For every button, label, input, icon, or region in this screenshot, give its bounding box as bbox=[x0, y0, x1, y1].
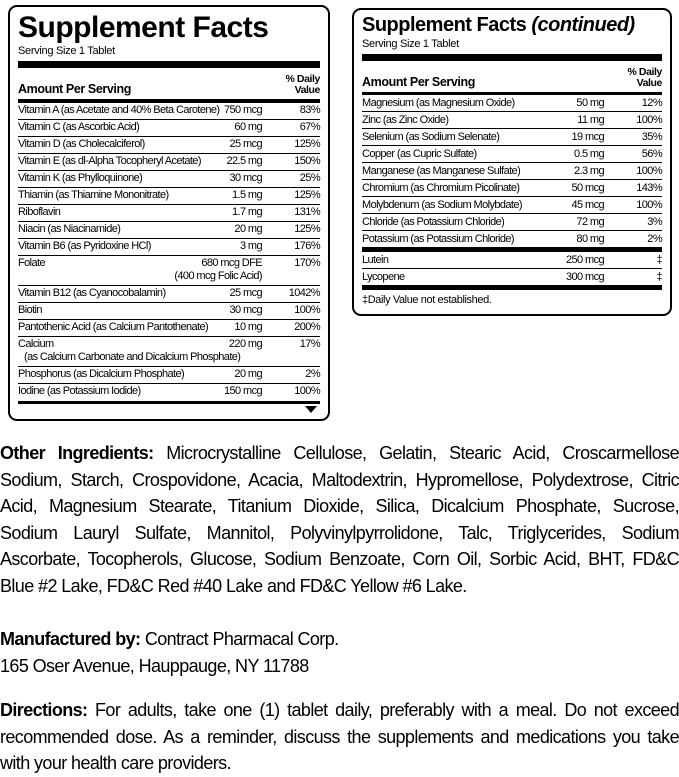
continued-marker-row bbox=[18, 404, 320, 414]
nutrient-name: Vitamin B6 (as Pyridoxine HCl) bbox=[18, 240, 151, 253]
nutrient-daily-value: 35% bbox=[641, 130, 662, 143]
panel-title: Supplement Facts bbox=[18, 11, 269, 44]
directions-label: Directions: bbox=[0, 700, 88, 720]
nutrient-amount: 50 mcg bbox=[571, 181, 604, 194]
nutrient-daily-value: 100% bbox=[636, 113, 662, 126]
nutrient-row bbox=[362, 196, 662, 213]
nutrient-daily-value: 176% bbox=[294, 240, 320, 253]
nutrient-daily-value: 170% bbox=[294, 257, 320, 270]
nutrient-name: Riboflavin bbox=[18, 206, 61, 219]
nutrient-name: Magnesium (as Magnesium Oxide) bbox=[362, 96, 515, 109]
nutrient-daily-value: 17% bbox=[299, 338, 320, 351]
nutrient-name: Lycopene bbox=[362, 270, 405, 283]
nutrient-name: Niacin (as Niacinamide) bbox=[18, 223, 121, 236]
nutrient-row bbox=[18, 187, 320, 204]
nutrient-amount: 3 mg bbox=[239, 240, 262, 253]
nutrient-amount: 30 mcg bbox=[229, 172, 262, 185]
nutrient-name: Potassium (as Potassium Chloride) bbox=[362, 232, 514, 245]
nutrient-row bbox=[362, 95, 662, 111]
daily-value-line2: Value bbox=[636, 76, 662, 89]
nutrient-daily-value: 100% bbox=[294, 385, 320, 398]
nutrient-daily-value: 143% bbox=[636, 181, 662, 194]
nutrient-row bbox=[18, 255, 320, 285]
nutrient-amount: 30 mcg bbox=[229, 304, 262, 317]
nutrient-row bbox=[18, 336, 320, 366]
nutrient-row bbox=[362, 230, 662, 247]
daily-value-footnote: ‡Daily Value not established. bbox=[362, 294, 492, 307]
nutrient-amount: 80 mg bbox=[576, 232, 604, 245]
panel-title-text: Supplement Facts bbox=[362, 14, 527, 36]
nutrient-amount: 250 mcg bbox=[566, 253, 604, 266]
nutrient-daily-value: 125% bbox=[294, 138, 320, 151]
nutrient-row bbox=[18, 170, 320, 187]
nutrient-daily-value: 56% bbox=[641, 147, 662, 160]
nutrient-row bbox=[362, 213, 662, 230]
other-ingredients-label: Other Ingredients: bbox=[0, 443, 154, 463]
nutrient-daily-value: 67% bbox=[299, 121, 320, 134]
nutrient-rows-extra bbox=[362, 252, 662, 285]
daily-value-label bbox=[285, 74, 320, 96]
manufacturer-address: 165 Oser Avenue, Hauppauge, NY 11788 bbox=[0, 655, 309, 676]
daily-value-label bbox=[627, 67, 662, 89]
nutrient-row bbox=[18, 366, 320, 383]
nutrient-amount: 19 mcg bbox=[571, 130, 604, 143]
nutrient-daily-value: 3% bbox=[647, 215, 662, 228]
divider bbox=[18, 61, 320, 68]
nutrient-row bbox=[18, 204, 320, 221]
nutrient-daily-value: 125% bbox=[294, 189, 320, 202]
nutrient-amount: 680 mcg DFE (400 mcg Folic Acid) bbox=[174, 257, 262, 283]
nutrient-name: Molybdenum (as Sodium Molybdate) bbox=[362, 198, 522, 211]
nutrient-daily-value: 125% bbox=[294, 223, 320, 236]
column-header-row bbox=[362, 61, 662, 92]
daily-value-line1: % Daily bbox=[627, 65, 662, 78]
nutrient-amount: 0.5 mg bbox=[573, 147, 604, 160]
directions-text: For adults, take one (1) tablet daily, preferably with a meal. Do not exceed recommended dose. As a reminder, discuss the supplements and medications you take with your health care providers. bbox=[0, 700, 679, 773]
nutrient-amount: 22.5 mg bbox=[226, 155, 262, 168]
directions-paragraph bbox=[0, 697, 679, 777]
continued-label: (continued) bbox=[531, 14, 635, 36]
nutrient-daily-value: 100% bbox=[294, 304, 320, 317]
nutrient-daily-value: 150% bbox=[294, 155, 320, 168]
daily-value-line2: Value bbox=[294, 84, 320, 97]
serving-size: Serving Size 1 Tablet bbox=[18, 45, 115, 58]
nutrient-name: Vitamin D (as Cholecalciferol) bbox=[18, 138, 145, 151]
other-ingredients-paragraph bbox=[0, 440, 679, 599]
manufactured-by-label: Manufactured by: bbox=[0, 629, 141, 649]
nutrient-name: Folate bbox=[18, 257, 45, 270]
nutrient-daily-value: 100% bbox=[636, 164, 662, 177]
panel-title bbox=[362, 15, 662, 36]
nutrient-daily-value: 200% bbox=[294, 321, 320, 334]
other-ingredients-text: Microcrystalline Cellulose, Gelatin, Stearic Acid, Croscarmellose Sodium, Starch, Crospovidone, Acacia, Maltodextrin, Hypromellose, Polydextrose, Citric Acid, Magnesium Stearate, Titanium Dioxide, Silica, Dicalcium Phosphate, Sucrose, Sodium Lauryl Sulfate, Mannitol, Polyvinylpyrrolidone, Talc, Triglycerides, Sodium Ascorbate, Tocopherols, Glucose, Sodium Benzoate, Corn Oil, Sorbic Acid, BHT, FD&C Blue #2 Lake, FD&C Red #40 Lake and FD&C Yellow #6 Lake. bbox=[0, 443, 679, 596]
manufacturer-name: Contract Pharmacal Corp. bbox=[140, 629, 339, 649]
nutrient-rows bbox=[18, 103, 320, 400]
nutrient-daily-value: 1042% bbox=[288, 287, 320, 300]
serving-size: Serving Size 1 Tablet bbox=[362, 37, 459, 50]
nutrient-row bbox=[362, 162, 662, 179]
column-header-row bbox=[18, 68, 320, 99]
nutrient-row bbox=[362, 145, 662, 162]
nutrient-row bbox=[18, 302, 320, 319]
nutrient-name: Pantothenic Acid (as Calcium Pantothenate) bbox=[18, 321, 209, 334]
nutrient-name: Calcium (as Calcium Carbonate and Dicalcium Phosphate) bbox=[18, 338, 241, 364]
nutrient-daily-value: ‡ bbox=[656, 253, 662, 266]
nutrient-amount: 72 mg bbox=[576, 215, 604, 228]
nutrient-name: Biotin bbox=[18, 304, 42, 317]
nutrient-name: Vitamin K (as Phylloquinone) bbox=[18, 172, 143, 185]
nutrient-amount: 1.5 mg bbox=[231, 189, 262, 202]
nutrient-amount: 25 mcg bbox=[229, 138, 262, 151]
nutrient-amount: 150 mcg bbox=[224, 385, 262, 398]
nutrient-name: Thiamin (as Thiamine Mononitrate) bbox=[18, 189, 169, 202]
manufactured-by-paragraph bbox=[0, 626, 679, 679]
nutrient-row bbox=[18, 119, 320, 136]
nutrient-amount: 20 mg bbox=[234, 368, 262, 381]
nutrient-row bbox=[18, 383, 320, 400]
nutrient-amount: 2.3 mg bbox=[573, 164, 604, 177]
nutrient-amount: 45 mcg bbox=[571, 198, 604, 211]
nutrient-row bbox=[18, 221, 320, 238]
nutrient-row bbox=[18, 103, 320, 119]
nutrient-daily-value: 2% bbox=[305, 368, 320, 381]
nutrient-amount: 10 mg bbox=[234, 321, 262, 334]
nutrient-rows bbox=[362, 95, 662, 247]
nutrient-name: Zinc (as Zinc Oxide) bbox=[362, 113, 449, 126]
supplement-facts-panel-right bbox=[352, 8, 672, 316]
nutrient-name: Vitamin C (as Ascorbic Acid) bbox=[18, 121, 140, 134]
divider bbox=[362, 54, 662, 61]
amount-per-serving-label: Amount Per Serving bbox=[18, 82, 131, 97]
nutrient-row bbox=[18, 238, 320, 255]
nutrient-daily-value: 100% bbox=[636, 198, 662, 211]
daily-value-line1: % Daily bbox=[285, 73, 320, 86]
nutrient-row bbox=[362, 111, 662, 128]
nutrient-row bbox=[18, 285, 320, 302]
amount-per-serving-label: Amount Per Serving bbox=[362, 74, 475, 89]
nutrient-amount: 750 mcg bbox=[224, 104, 262, 117]
nutrient-amount: 50 mg bbox=[576, 96, 604, 109]
nutrient-daily-value: 131% bbox=[294, 206, 320, 219]
nutrient-name: Manganese (as Manganese Sulfate) bbox=[362, 164, 521, 177]
nutrient-amount: 11 mg bbox=[577, 113, 604, 126]
nutrient-name: Vitamin E (as dl-Alpha Tocopheryl Acetate) bbox=[18, 155, 201, 168]
nutrient-name: Vitamin B12 (as Cyanocobalamin) bbox=[18, 287, 166, 300]
nutrient-amount: 300 mcg bbox=[566, 270, 604, 283]
nutrient-row bbox=[362, 179, 662, 196]
nutrient-amount: 25 mcg bbox=[229, 287, 262, 300]
continued-triangle-icon bbox=[305, 406, 317, 413]
nutrient-row bbox=[18, 153, 320, 170]
nutrient-daily-value: 25% bbox=[299, 172, 320, 185]
nutrient-name: Copper (as Cupric Sulfate) bbox=[362, 147, 477, 160]
nutrient-daily-value: 83% bbox=[299, 104, 320, 117]
nutrient-row bbox=[362, 128, 662, 145]
nutrient-name: Chromium (as Chromium Picolinate) bbox=[362, 181, 520, 194]
nutrient-daily-value: ‡ bbox=[656, 270, 662, 283]
nutrient-amount: 20 mg bbox=[234, 223, 262, 236]
nutrient-name: Iodine (as Potassium Iodide) bbox=[18, 385, 141, 398]
nutrient-name: Phosphorus (as Dicalcium Phosphate) bbox=[18, 368, 185, 381]
nutrient-name: Lutein bbox=[362, 253, 389, 266]
nutrient-amount: 220 mg bbox=[228, 338, 262, 351]
nutrient-amount: 60 mg bbox=[234, 121, 262, 134]
nutrient-row bbox=[362, 268, 662, 285]
nutrient-daily-value: 12% bbox=[641, 96, 662, 109]
nutrient-name: Selenium (as Sodium Selenate) bbox=[362, 130, 500, 143]
nutrient-daily-value: 2% bbox=[647, 232, 662, 245]
nutrient-name: Vitamin A (as Acetate and 40% Beta Carotene) bbox=[18, 104, 220, 117]
nutrient-amount: 1.7 mg bbox=[231, 206, 262, 219]
nutrient-row bbox=[18, 319, 320, 336]
nutrient-row bbox=[362, 252, 662, 268]
nutrient-name: Chloride (as Potassium Chloride) bbox=[362, 215, 505, 228]
nutrient-row bbox=[18, 136, 320, 153]
supplement-facts-panel-left bbox=[8, 5, 330, 421]
